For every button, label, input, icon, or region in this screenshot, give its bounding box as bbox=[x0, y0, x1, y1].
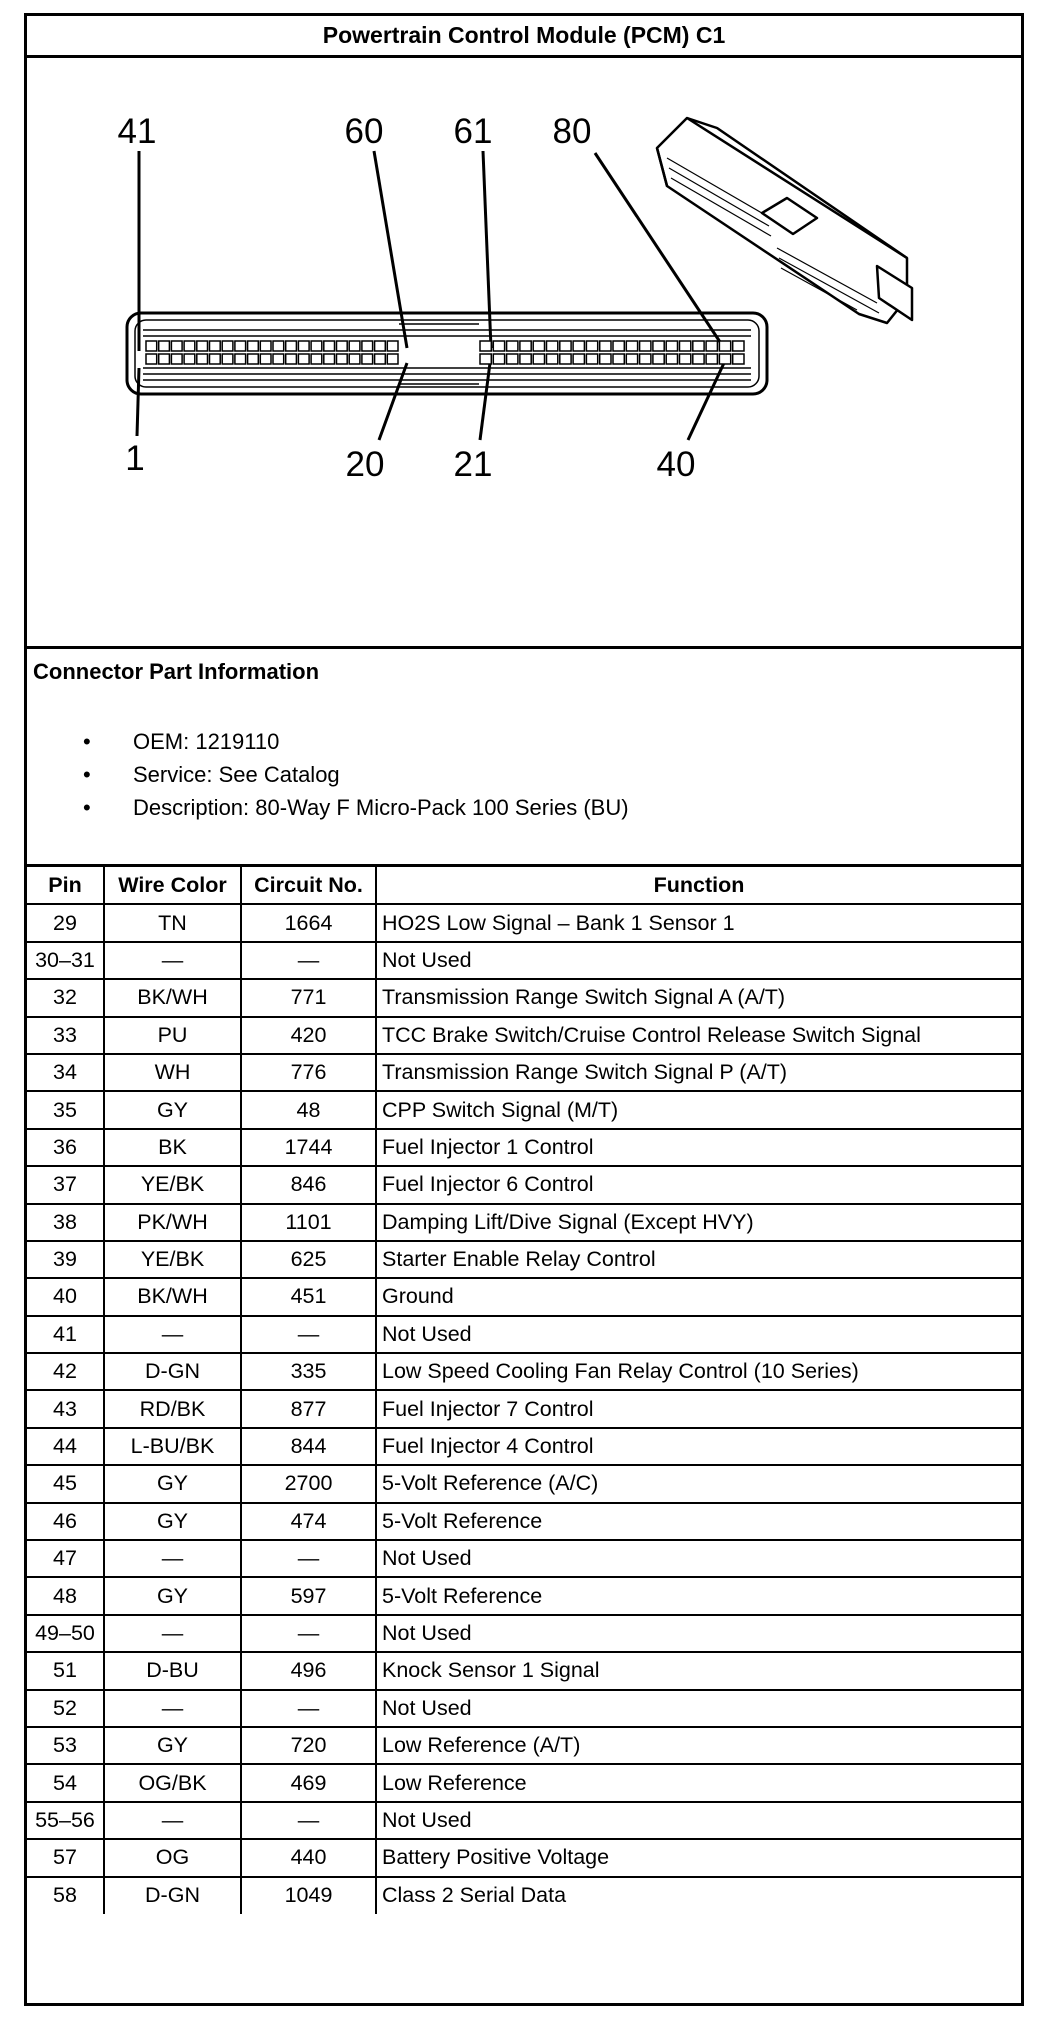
pin-cavity bbox=[146, 354, 157, 364]
cell-circuit-no: 720 bbox=[241, 1727, 376, 1764]
pin-cavity bbox=[197, 341, 208, 351]
cell-wire-color: D-GN bbox=[104, 1353, 241, 1390]
cell-function: Ground bbox=[376, 1278, 1021, 1315]
cell-circuit-no: 844 bbox=[241, 1428, 376, 1465]
cell-function: Fuel Injector 1 Control bbox=[376, 1129, 1021, 1166]
connector-pin-rows bbox=[146, 341, 744, 364]
table-row bbox=[27, 1503, 1021, 1540]
cell-pin: 55–56 bbox=[27, 1802, 104, 1839]
table-row bbox=[27, 1316, 1021, 1353]
part-info-oem-text: OEM: 1219110 bbox=[133, 729, 280, 754]
table-row bbox=[27, 1353, 1021, 1390]
cell-function: Class 2 Serial Data bbox=[376, 1877, 1021, 1914]
pin-cavity bbox=[680, 341, 691, 351]
cell-wire-color: GY bbox=[104, 1091, 241, 1128]
cell-function: Not Used bbox=[376, 1690, 1021, 1727]
cell-pin: 46 bbox=[27, 1503, 104, 1540]
pin-cavity bbox=[337, 354, 348, 364]
pin-cavity bbox=[719, 354, 730, 364]
table-row bbox=[27, 1540, 1021, 1577]
cell-circuit-no: 496 bbox=[241, 1652, 376, 1689]
pin-cavity bbox=[387, 354, 398, 364]
cell-pin: 43 bbox=[27, 1390, 104, 1427]
cell-circuit-no: — bbox=[241, 1540, 376, 1577]
cell-function: Not Used bbox=[376, 1316, 1021, 1353]
pin-cavity bbox=[733, 341, 744, 351]
pin-cavity bbox=[248, 341, 259, 351]
cell-pin: 30–31 bbox=[27, 942, 104, 979]
header-circuit-no: Circuit No. bbox=[241, 867, 376, 904]
leader-lines bbox=[137, 151, 724, 440]
pin-cavity bbox=[480, 354, 491, 364]
pin-cavity bbox=[586, 341, 597, 351]
cell-circuit-no: 1049 bbox=[241, 1877, 376, 1914]
table-row bbox=[27, 1390, 1021, 1427]
pin-cavity bbox=[184, 354, 195, 364]
cell-function: 5-Volt Reference bbox=[376, 1577, 1021, 1614]
pin-cavity bbox=[520, 341, 531, 351]
pin-cavity bbox=[210, 354, 221, 364]
part-info-service bbox=[33, 758, 1021, 791]
pin-cavity bbox=[600, 354, 611, 364]
cell-circuit-no: 335 bbox=[241, 1353, 376, 1390]
pin-cavity bbox=[159, 354, 170, 364]
pin-cavity bbox=[222, 341, 233, 351]
pin-cavity bbox=[586, 354, 597, 364]
cell-wire-color: TN bbox=[104, 904, 241, 941]
pin-cavity bbox=[324, 354, 335, 364]
pin-cavity bbox=[613, 354, 624, 364]
cell-function: Not Used bbox=[376, 1540, 1021, 1577]
pin-cavity bbox=[184, 341, 195, 351]
cell-function: Fuel Injector 7 Control bbox=[376, 1390, 1021, 1427]
header-wire-color: Wire Color bbox=[104, 867, 241, 904]
cell-function: Fuel Injector 6 Control bbox=[376, 1166, 1021, 1203]
header-pin: Pin bbox=[27, 867, 104, 904]
cell-pin: 49–50 bbox=[27, 1615, 104, 1652]
part-info-description-text: Description: 80-Way F Micro-Pack 100 Series (BU) bbox=[133, 795, 629, 820]
pin-cavity bbox=[298, 354, 309, 364]
cell-wire-color: GY bbox=[104, 1727, 241, 1764]
pin-cavity bbox=[197, 354, 208, 364]
cell-wire-color: — bbox=[104, 1540, 241, 1577]
table-row bbox=[27, 1764, 1021, 1801]
cell-circuit-no: 469 bbox=[241, 1764, 376, 1801]
table-row bbox=[27, 1129, 1021, 1166]
pin-cavity bbox=[706, 341, 717, 351]
bullet-icon: • bbox=[83, 762, 91, 787]
cell-wire-color: WH bbox=[104, 1054, 241, 1091]
pin-cavity bbox=[260, 341, 271, 351]
table-row bbox=[27, 1465, 1021, 1502]
pin-cavity bbox=[298, 341, 309, 351]
pin-cavity bbox=[235, 354, 246, 364]
cell-pin: 32 bbox=[27, 979, 104, 1016]
cell-circuit-no: 1664 bbox=[241, 904, 376, 941]
cell-function: Knock Sensor 1 Signal bbox=[376, 1652, 1021, 1689]
cell-circuit-no: 2700 bbox=[241, 1465, 376, 1502]
cell-wire-color: L-BU/BK bbox=[104, 1428, 241, 1465]
pin-cavity bbox=[520, 354, 531, 364]
cell-pin: 58 bbox=[27, 1877, 104, 1914]
cell-circuit-no: 420 bbox=[241, 1017, 376, 1054]
cell-circuit-no: 1744 bbox=[241, 1129, 376, 1166]
cell-pin: 41 bbox=[27, 1316, 104, 1353]
cell-function: Fuel Injector 4 Control bbox=[376, 1428, 1021, 1465]
cell-wire-color: — bbox=[104, 1615, 241, 1652]
pin-cavity bbox=[560, 341, 571, 351]
cell-wire-color: — bbox=[104, 1802, 241, 1839]
table-row bbox=[27, 1727, 1021, 1764]
pin-cavity bbox=[375, 354, 386, 364]
cell-function: CPP Switch Signal (M/T) bbox=[376, 1091, 1021, 1128]
cell-circuit-no: — bbox=[241, 1615, 376, 1652]
table-row bbox=[27, 1278, 1021, 1315]
cell-circuit-no: 1101 bbox=[241, 1204, 376, 1241]
pin-cavity bbox=[547, 354, 558, 364]
pin-cavity bbox=[666, 354, 677, 364]
cell-pin: 33 bbox=[27, 1017, 104, 1054]
cell-wire-color: YE/BK bbox=[104, 1241, 241, 1278]
table-row bbox=[27, 979, 1021, 1016]
cell-function: Low Reference bbox=[376, 1764, 1021, 1801]
cell-wire-color: BK/WH bbox=[104, 1278, 241, 1315]
cell-circuit-no: 625 bbox=[241, 1241, 376, 1278]
pin-label-21: 21 bbox=[453, 445, 493, 484]
cell-wire-color: OG/BK bbox=[104, 1764, 241, 1801]
bullet-icon: • bbox=[83, 795, 91, 820]
cell-circuit-no: — bbox=[241, 942, 376, 979]
cell-circuit-no: — bbox=[241, 1316, 376, 1353]
pin-cavity bbox=[273, 354, 284, 364]
cell-wire-color: — bbox=[104, 1690, 241, 1727]
table-row bbox=[27, 1839, 1021, 1876]
pin-cavity bbox=[640, 354, 651, 364]
table-row bbox=[27, 1877, 1021, 1914]
pin-cavity bbox=[222, 354, 233, 364]
cell-function: Low Speed Cooling Fan Relay Control (10 Series) bbox=[376, 1353, 1021, 1390]
pin-cavity bbox=[626, 341, 637, 351]
pin-cavity bbox=[273, 341, 284, 351]
cell-pin: 29 bbox=[27, 904, 104, 941]
cell-circuit-no: — bbox=[241, 1690, 376, 1727]
pin-cavity bbox=[171, 354, 182, 364]
cell-function: Not Used bbox=[376, 1802, 1021, 1839]
cell-circuit-no: — bbox=[241, 1802, 376, 1839]
cell-wire-color: GY bbox=[104, 1465, 241, 1502]
pin-cavity bbox=[324, 341, 335, 351]
pin-cavity bbox=[533, 341, 544, 351]
cell-circuit-no: 597 bbox=[241, 1577, 376, 1614]
pin-cavity bbox=[626, 354, 637, 364]
cell-wire-color: D-GN bbox=[104, 1877, 241, 1914]
connector-diagram bbox=[27, 58, 1021, 649]
pin-cavity bbox=[533, 354, 544, 364]
cell-function: Not Used bbox=[376, 942, 1021, 979]
pin-cavity bbox=[387, 341, 398, 351]
pin-cavity bbox=[733, 354, 744, 364]
pin-cavity bbox=[560, 354, 571, 364]
cell-pin: 39 bbox=[27, 1241, 104, 1278]
cell-wire-color: PK/WH bbox=[104, 1204, 241, 1241]
cell-pin: 45 bbox=[27, 1465, 104, 1502]
cell-pin: 52 bbox=[27, 1690, 104, 1727]
cell-function: Transmission Range Switch Signal P (A/T) bbox=[376, 1054, 1021, 1091]
cell-pin: 35 bbox=[27, 1091, 104, 1128]
cell-function: Transmission Range Switch Signal A (A/T) bbox=[376, 979, 1021, 1016]
table-header-row bbox=[27, 867, 1021, 904]
part-info-oem bbox=[33, 725, 1021, 758]
pin-cavity bbox=[311, 341, 322, 351]
pin-cavity bbox=[507, 354, 518, 364]
pin-cavity bbox=[653, 341, 664, 351]
table-row bbox=[27, 1166, 1021, 1203]
pin-cavity bbox=[235, 341, 246, 351]
pin-cavity bbox=[573, 354, 584, 364]
connector-drawing bbox=[27, 58, 1021, 646]
cell-pin: 37 bbox=[27, 1166, 104, 1203]
connector-sheet bbox=[24, 13, 1024, 2006]
table-body bbox=[27, 904, 1021, 1914]
pin-cavity bbox=[260, 354, 271, 364]
part-info-list bbox=[33, 725, 1021, 824]
pin-cavity bbox=[653, 354, 664, 364]
pin-cavity bbox=[493, 354, 504, 364]
cell-pin: 44 bbox=[27, 1428, 104, 1465]
table-row bbox=[27, 1802, 1021, 1839]
pin-cavity bbox=[362, 341, 373, 351]
part-info-service-text: Service: See Catalog bbox=[133, 762, 340, 787]
pin-label-1: 1 bbox=[125, 439, 145, 478]
cell-circuit-no: 440 bbox=[241, 1839, 376, 1876]
cell-pin: 38 bbox=[27, 1204, 104, 1241]
cell-wire-color: BK/WH bbox=[104, 979, 241, 1016]
pin-cavity bbox=[146, 341, 157, 351]
header-function: Function bbox=[376, 867, 1021, 904]
part-info-heading: Connector Part Information bbox=[33, 659, 320, 684]
pin-cavity bbox=[159, 341, 170, 351]
table-row bbox=[27, 904, 1021, 941]
pin-cavity bbox=[693, 354, 704, 364]
pin-cavity bbox=[286, 354, 297, 364]
table-row bbox=[27, 1615, 1021, 1652]
cell-circuit-no: 474 bbox=[241, 1503, 376, 1540]
cell-function: Starter Enable Relay Control bbox=[376, 1241, 1021, 1278]
cell-circuit-no: 877 bbox=[241, 1390, 376, 1427]
connector-part-info bbox=[27, 649, 1021, 867]
pin-cavity bbox=[375, 341, 386, 351]
pin-cavity bbox=[171, 341, 182, 351]
pin-cavity bbox=[640, 341, 651, 351]
cell-pin: 51 bbox=[27, 1652, 104, 1689]
pin-label-40: 40 bbox=[656, 445, 696, 484]
table-row bbox=[27, 1241, 1021, 1278]
cell-function: 5-Volt Reference (A/C) bbox=[376, 1465, 1021, 1502]
cell-wire-color: GY bbox=[104, 1503, 241, 1540]
cell-wire-color: YE/BK bbox=[104, 1166, 241, 1203]
cell-function: 5-Volt Reference bbox=[376, 1503, 1021, 1540]
pin-cavity bbox=[286, 341, 297, 351]
pin-cavity bbox=[480, 341, 491, 351]
pin-label-80: 80 bbox=[552, 112, 592, 151]
bullet-icon: • bbox=[83, 729, 91, 754]
pin-cavity bbox=[600, 341, 611, 351]
pin-cavity bbox=[210, 341, 221, 351]
pin-label-61: 61 bbox=[453, 112, 493, 151]
cell-pin: 47 bbox=[27, 1540, 104, 1577]
cell-function: TCC Brake Switch/Cruise Control Release Switch Signal bbox=[376, 1017, 1021, 1054]
cell-pin: 40 bbox=[27, 1278, 104, 1315]
pin-cavity bbox=[362, 354, 373, 364]
pin-cavity bbox=[349, 341, 360, 351]
pin-cavity bbox=[311, 354, 322, 364]
pin-label-41: 41 bbox=[117, 112, 157, 151]
cell-function: Battery Positive Voltage bbox=[376, 1839, 1021, 1876]
cell-wire-color: BK bbox=[104, 1129, 241, 1166]
pin-label-20: 20 bbox=[345, 445, 385, 484]
part-info-description bbox=[33, 791, 1021, 824]
pin-cavity bbox=[719, 341, 730, 351]
pin-cavity bbox=[613, 341, 624, 351]
pinout-table bbox=[27, 867, 1021, 1914]
pin-cavity bbox=[337, 341, 348, 351]
cell-wire-color: OG bbox=[104, 1839, 241, 1876]
pin-cavity bbox=[349, 354, 360, 364]
pin-cavity bbox=[573, 341, 584, 351]
cell-wire-color: PU bbox=[104, 1017, 241, 1054]
pin-cavity bbox=[666, 341, 677, 351]
pin-cavity bbox=[547, 341, 558, 351]
cell-circuit-no: 776 bbox=[241, 1054, 376, 1091]
table-row bbox=[27, 1017, 1021, 1054]
table-row bbox=[27, 1577, 1021, 1614]
cell-wire-color: RD/BK bbox=[104, 1390, 241, 1427]
cell-function: HO2S Low Signal – Bank 1 Sensor 1 bbox=[376, 904, 1021, 941]
sheet-title: Powertrain Control Module (PCM) C1 bbox=[27, 16, 1021, 58]
cell-pin: 48 bbox=[27, 1577, 104, 1614]
table-row bbox=[27, 1428, 1021, 1465]
table-row bbox=[27, 1054, 1021, 1091]
cell-wire-color: — bbox=[104, 1316, 241, 1353]
cell-circuit-no: 48 bbox=[241, 1091, 376, 1128]
table-row bbox=[27, 942, 1021, 979]
pin-cavity bbox=[706, 354, 717, 364]
cell-pin: 54 bbox=[27, 1764, 104, 1801]
connector-iso-view bbox=[657, 118, 912, 323]
cell-pin: 53 bbox=[27, 1727, 104, 1764]
cell-circuit-no: 451 bbox=[241, 1278, 376, 1315]
cell-circuit-no: 846 bbox=[241, 1166, 376, 1203]
cell-pin: 36 bbox=[27, 1129, 104, 1166]
pin-cavity bbox=[680, 354, 691, 364]
pin-cavity bbox=[507, 341, 518, 351]
cell-wire-color: GY bbox=[104, 1577, 241, 1614]
pin-cavity bbox=[248, 354, 259, 364]
cell-pin: 57 bbox=[27, 1839, 104, 1876]
pin-cavity bbox=[693, 341, 704, 351]
table-row bbox=[27, 1091, 1021, 1128]
cell-pin: 42 bbox=[27, 1353, 104, 1390]
pin-label-60: 60 bbox=[344, 112, 384, 151]
pin-cavity bbox=[493, 341, 504, 351]
cell-circuit-no: 771 bbox=[241, 979, 376, 1016]
cell-pin: 34 bbox=[27, 1054, 104, 1091]
cell-wire-color: — bbox=[104, 942, 241, 979]
table-row bbox=[27, 1204, 1021, 1241]
cell-function: Damping Lift/Dive Signal (Except HVY) bbox=[376, 1204, 1021, 1241]
cell-function: Low Reference (A/T) bbox=[376, 1727, 1021, 1764]
cell-function: Not Used bbox=[376, 1615, 1021, 1652]
table-row bbox=[27, 1690, 1021, 1727]
table-row bbox=[27, 1652, 1021, 1689]
cell-wire-color: D-BU bbox=[104, 1652, 241, 1689]
